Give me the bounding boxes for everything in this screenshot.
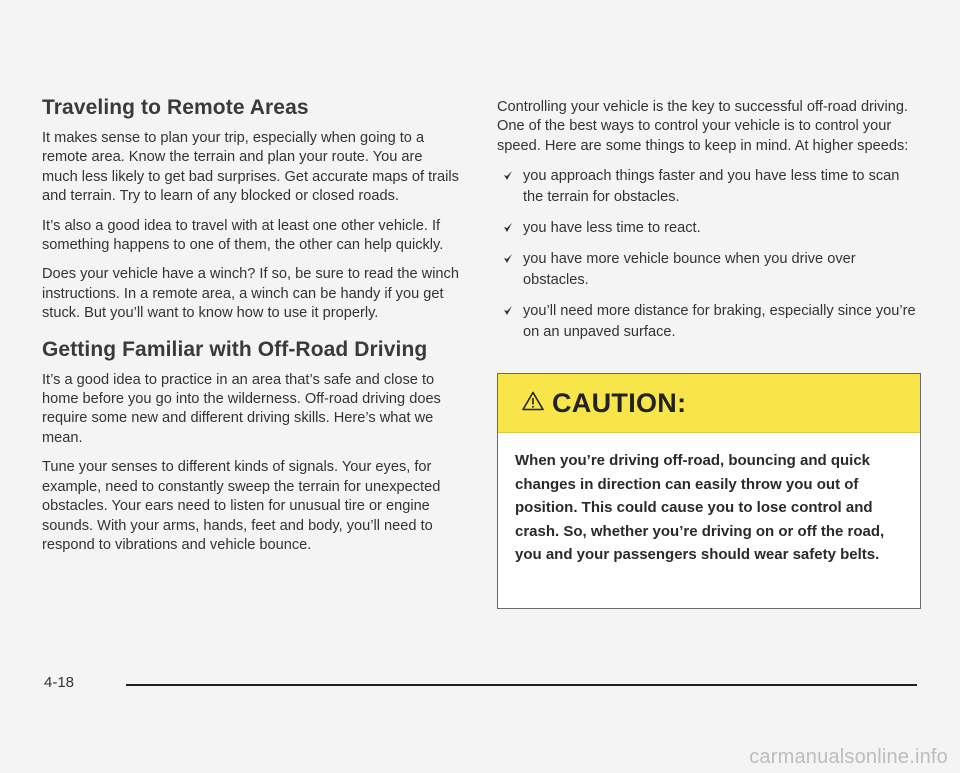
- caution-header: [498, 374, 920, 433]
- list-item: [497, 249, 922, 291]
- list-item: [497, 166, 922, 208]
- list-item-text: you have more vehicle bounce when you drive over obstacles.: [523, 251, 856, 289]
- check-bullet-icon: [503, 305, 513, 317]
- list-item-text: you approach things faster and you have less time to scan the terrain for obstacles.: [523, 168, 900, 206]
- watermark: carmanualsonline.info: [749, 746, 948, 768]
- paragraph-winch: Does your vehicle have a winch? If so, be sure to read the winch instructions. In a remote area, a winch can be handy if you get stuck. But you’ll want to know how to use it properly.: [42, 266, 459, 322]
- caution-text: When you’re driving off-road, bouncing and quick changes in direction can easily throw you out of position. This could cause you to lose control and crash. So, whether you’re driving on or off the road, you and your passengers should wear safety belts.: [515, 452, 885, 564]
- paragraph-controlling-speed: Controlling your vehicle is the key to successful off-road driving. One of the best ways to control your vehicle is to control your speed. Here are some things to keep in mind. At higher speeds:: [497, 99, 909, 154]
- paragraph-plan-trip: It makes sense to plan your trip, especially when going to a remote area. Know the terrain and plan your route. You are much less likely to get bad surprises. Get accurate maps of trails and terrain. Try to learn of any blocked or closed roads.: [42, 130, 459, 205]
- list-item: [497, 301, 922, 343]
- left-column: [42, 96, 462, 565]
- list-item-text: you have less time to react.: [523, 220, 701, 237]
- right-column: [497, 98, 922, 353]
- paragraph-practice: It’s a good idea to practice in an area that’s safe and close to home before you go into the wilderness. Off-road driving does require some new and different driving skills. Here’s what we mean.: [42, 371, 441, 446]
- section-heading-off-road-driving: Getting Familiar with Off-Road Driving: [42, 337, 428, 361]
- paragraph-senses: Tune your senses to different kinds of signals. Your eyes, for example, need to constantly sweep the terrain for unexpected obstacles. Your ears need to listen for unusual tire or engine sounds. With your arms, hands, feet and body, you’ll need to respond to vibrations and vehicle bounce.: [42, 459, 441, 553]
- section-heading-remote-areas: Traveling to Remote Areas: [42, 96, 309, 119]
- caution-title: CAUTION:: [552, 387, 687, 418]
- page-number: 4-18: [44, 674, 75, 691]
- list-item-text: you’ll need more distance for braking, especially since you’re on an unpaved surface.: [523, 303, 916, 341]
- check-bullet-icon: [503, 222, 513, 234]
- speed-bullet-list: [497, 166, 922, 343]
- list-item: [497, 218, 922, 239]
- warning-triangle-icon: [522, 391, 544, 411]
- footer-divider: [126, 684, 917, 686]
- check-bullet-icon: [503, 170, 513, 182]
- check-bullet-icon: [503, 253, 513, 265]
- paragraph-travel-with-vehicle: It’s also a good idea to travel with at least one other vehicle. If something happens to one of them, the other can help quickly.: [42, 217, 444, 254]
- caution-box: [497, 373, 921, 609]
